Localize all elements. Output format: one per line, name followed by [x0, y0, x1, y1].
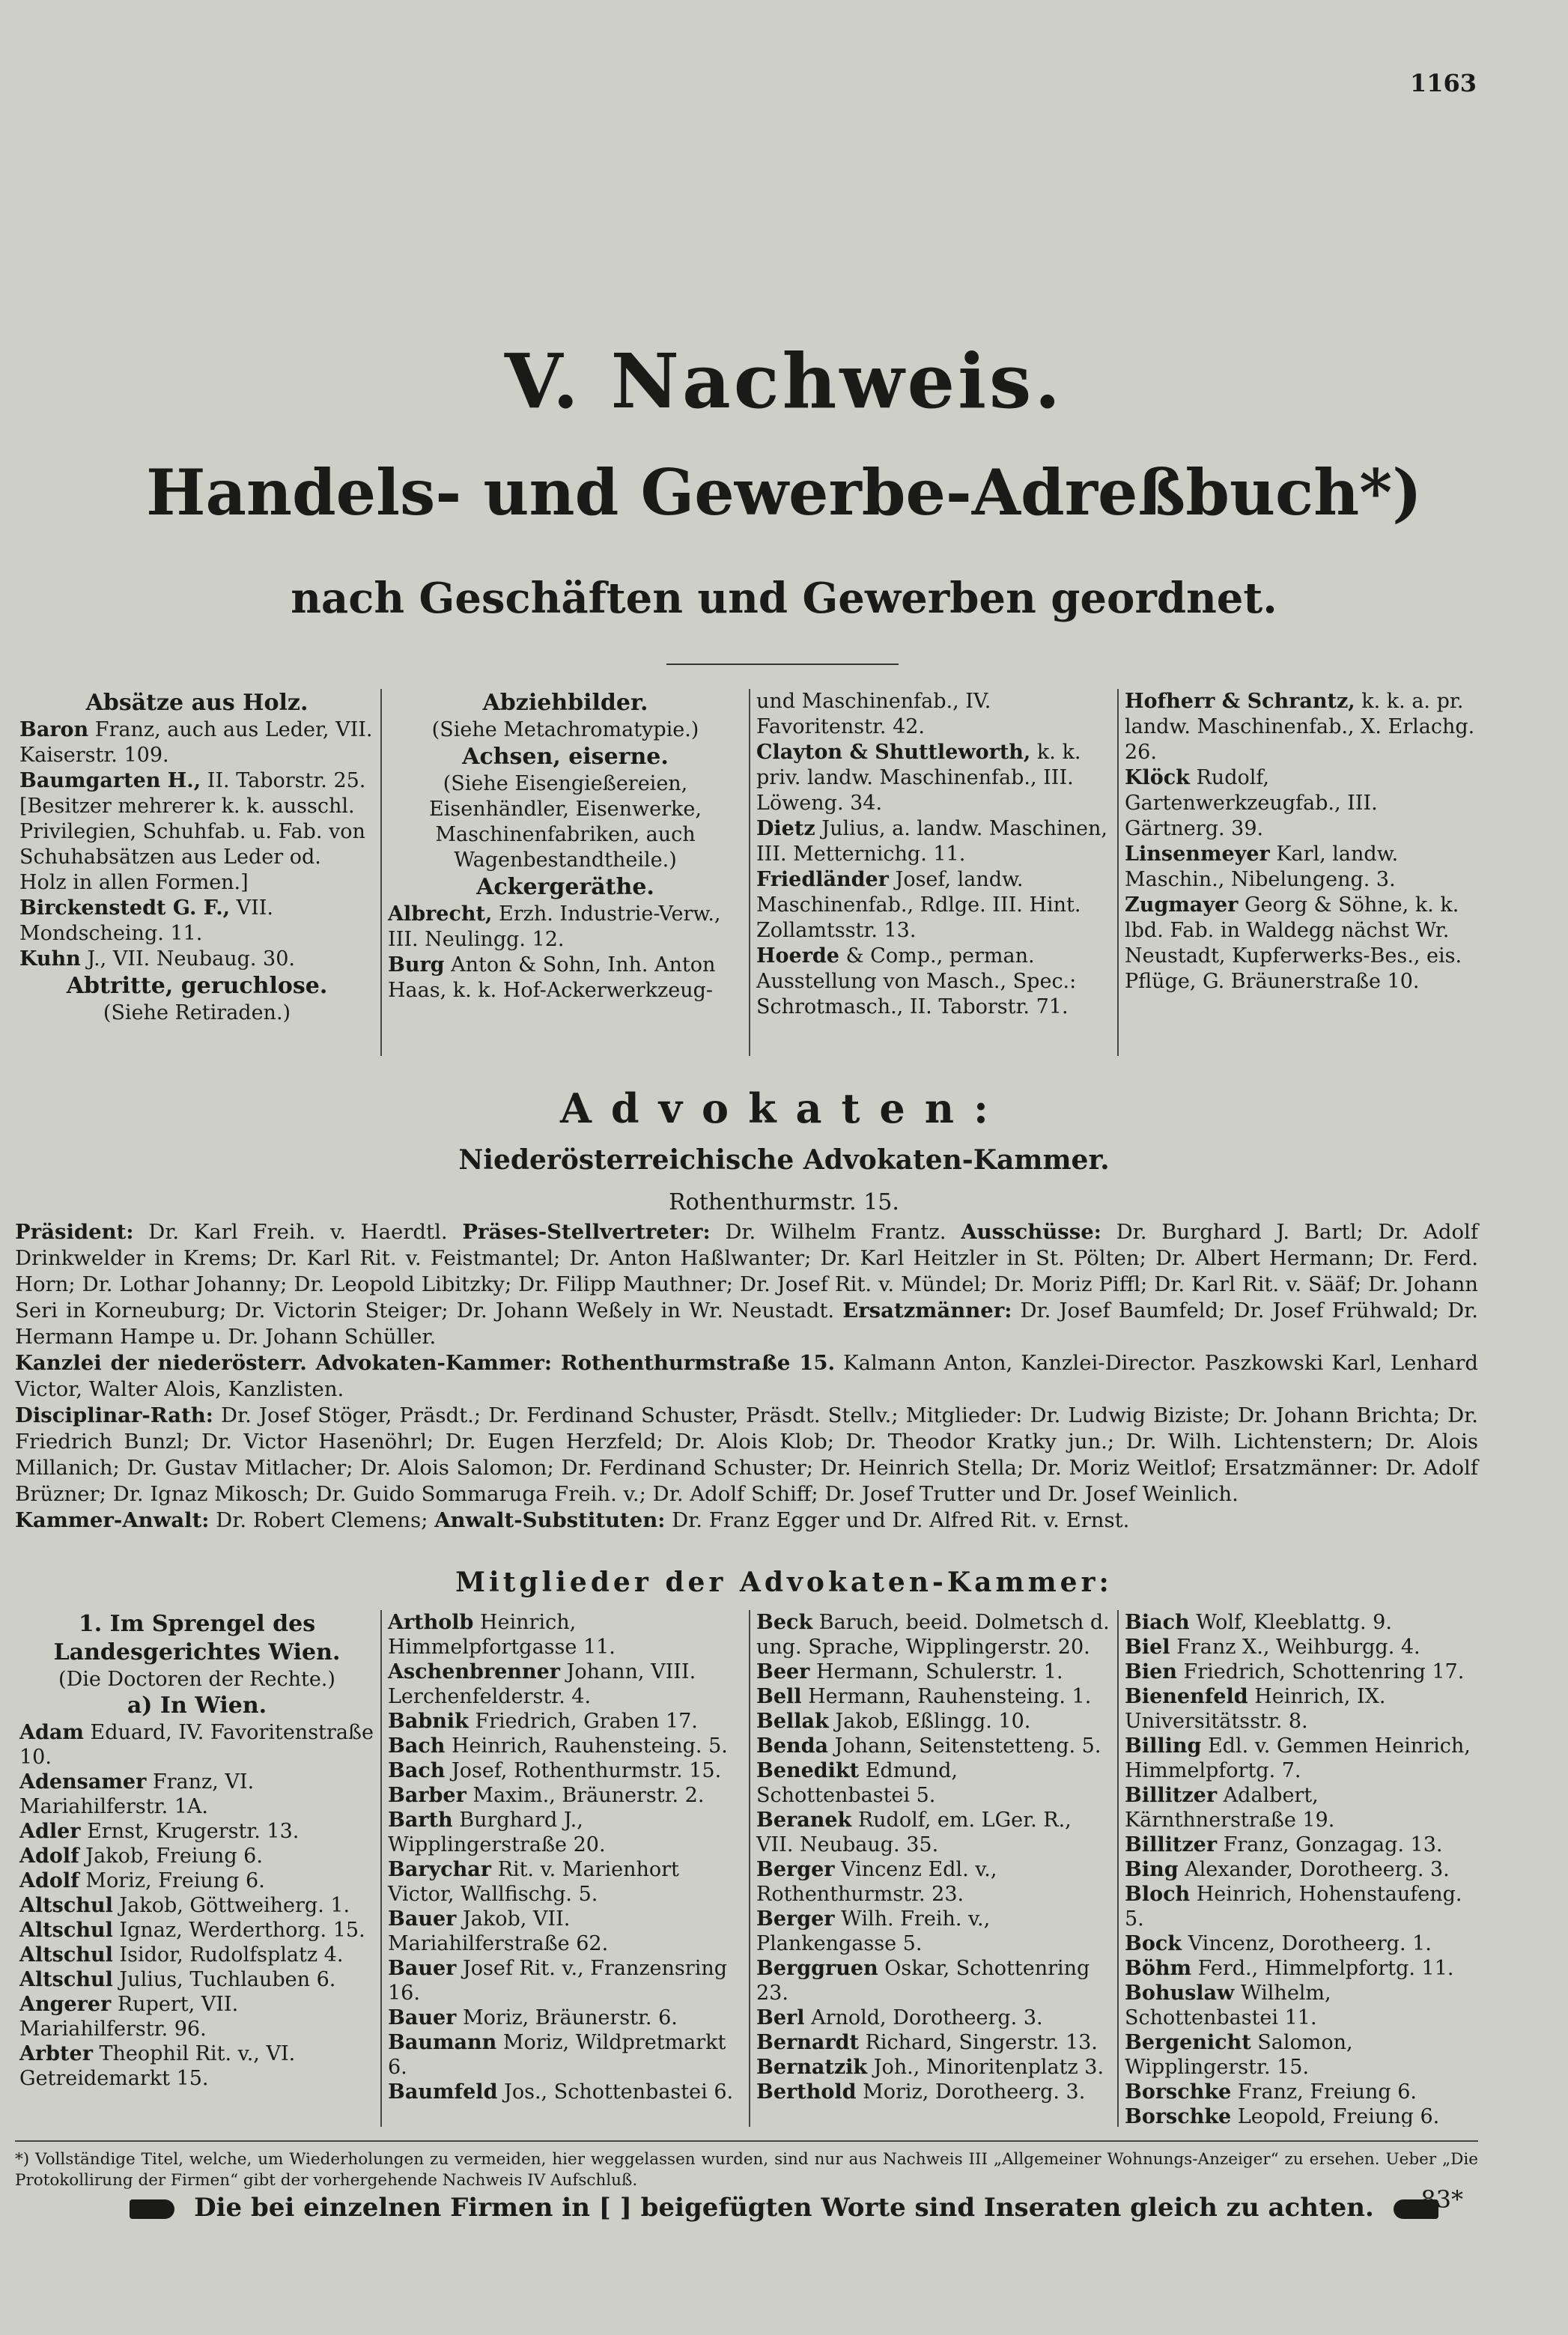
entry-name: Borschke [1125, 2105, 1232, 2127]
category-heading: a) In Wien. [127, 1692, 267, 1719]
directory-entry [1125, 1783, 1480, 1833]
category-heading: Absätze aus Holz. [85, 690, 309, 716]
kammer-paragraph [15, 1350, 1478, 1403]
entry-details: Heinrich, Rauhensteing. 5. [445, 1734, 728, 1758]
entry-details: Hermann, Schulerstr. 1. [809, 1660, 1063, 1683]
category-heading: 1. Im Sprengel des Landesgerichtes Wien. [53, 1611, 341, 1666]
entry-details: Karl, landw. Maschin., Nibelungeng. 3. [1125, 842, 1399, 891]
role-names: Dr. Karl Freih. v. Haerdtl. [133, 1220, 463, 1244]
footnote: *) Vollständige Titel, welche, um Wiederholungen zu vermeiden, hier weggelassen wurden, sind nur aus Nachweis III „Allgemeiner Wohnungs-Anzeiger“ zu ersehen. Ueber „Die Protokollirung der Firmen“ gibt der vorhergehende Nachweis IV Aufschluß. [15, 2140, 1478, 2191]
entry-details: Moriz, Freiung 6. [79, 1869, 265, 1892]
entry-name: Bach [388, 1759, 446, 1782]
entry-details: Jakob, Göttweiherg. 1. [112, 1894, 350, 1917]
directory-entry [388, 1734, 743, 1758]
category-heading: Achsen, eiserne. [462, 744, 669, 770]
entry-details: Rudolf, Gartenwerkzeugfab., III. Gärtnerg. 39. [1125, 766, 1378, 840]
directory-entry [1125, 1660, 1480, 1684]
directory-entry [388, 1610, 743, 1660]
directory-entry [19, 1819, 374, 1844]
directory-entry [19, 1868, 374, 1893]
directory-entry [1125, 842, 1480, 893]
entry-details: Vincenz Edl. v., Rothenthurmstr. 23. [756, 1858, 997, 1906]
entry-name: Altschul [19, 1968, 113, 1991]
directory-entry [756, 1709, 1111, 1734]
directory-entry [19, 1992, 374, 2041]
entry-name: Bauer [388, 1907, 457, 1931]
entry-name: Adolf [19, 1844, 79, 1868]
directory-entry [388, 2080, 743, 2104]
entry-name: Bernatzik [756, 2056, 868, 2079]
category-heading: Abtritte, geruchlose. [66, 973, 328, 999]
entry-name: Adam [19, 1721, 84, 1744]
entry-name: Kuhn [19, 947, 81, 971]
directory-entry [1125, 1857, 1480, 1882]
page-number: 1163 [1409, 69, 1477, 97]
role-names: Kalmann Anton, Kanzlei-Director. Paszkowski Karl, Lenhard Victor, Walter Alois, Kanzlisten. [15, 1351, 1478, 1401]
directory-entry [19, 1893, 374, 1918]
entry-details: Julius, a. landw. Maschinen, III. Metternichg. 11. [756, 817, 1107, 866]
entry-details: Johann, Seitenstetteng. 5. [828, 1734, 1101, 1758]
entry-name: Bock [1125, 1932, 1182, 1955]
directory-entry [388, 1660, 743, 1709]
entry-name: Böhm [1125, 1957, 1192, 1980]
role-label: Disciplinar-Rath: [15, 1403, 213, 1427]
role-label: Präses-Stellvertreter: [462, 1220, 711, 1244]
entry-details: Friedrich, Schottenring 17. [1176, 1660, 1465, 1683]
entry-name: Berggruen [756, 1957, 878, 1980]
directory-entry [1125, 1684, 1480, 1734]
directory-entry [1125, 2080, 1480, 2104]
member-column [380, 1610, 749, 2127]
directory-entry [388, 1956, 743, 2005]
entry-name: Baron [19, 718, 89, 741]
top-column [1117, 689, 1486, 1056]
directory-entry [388, 902, 743, 953]
directory-entry [756, 944, 1111, 1020]
entry-details: Jakob, Freiung 6. [79, 1844, 263, 1868]
entry-name: Biach [1125, 1611, 1190, 1634]
role-names: Dr. Franz Egger und Dr. Alfred Rit. v. Ernst. [665, 1508, 1130, 1532]
directory-entry [19, 2041, 374, 2091]
entry-name: Zugmayer [1125, 893, 1239, 917]
entry-name: Barber [388, 1784, 467, 1807]
hint-text: Die bei einzelnen Firmen in [ ] beigefügten Worte sind Inseraten gleich zu achten. [194, 2193, 1374, 2223]
entry-details: Ernst, Krugerstr. 13. [80, 1820, 300, 1843]
entry-name: Hoerde [756, 944, 839, 968]
directory-entry [1125, 1833, 1480, 1857]
inserate-hint [0, 2193, 1568, 2223]
entry-details: Rit. v. Marienhort Victor, Wallfischg. 5. [388, 1858, 679, 1906]
directory-entry [19, 768, 374, 896]
entry-details: Georg & Söhne, k. k. lbd. Fab. in Waldegg nächst Wr. Neustadt, Kupferwerks-Bes., eis. Pflüge, G. Bräunerstraße 10. [1125, 893, 1462, 993]
entry-details: Adalbert, Kärnthnerstraße 19. [1125, 1784, 1335, 1832]
directory-entry [19, 947, 374, 972]
entry-name: Barth [388, 1809, 453, 1832]
entry-name: Linsenmeyer [1125, 842, 1270, 866]
entry-name: Angerer [19, 1993, 112, 2016]
directory-entry [756, 2080, 1111, 2104]
entry-details: Vincenz, Dorotheerg. 1. [1181, 1932, 1432, 1955]
directory-entry [1125, 1981, 1480, 2030]
directory-entry [756, 1857, 1111, 1907]
directory-entry [1125, 1956, 1480, 1981]
directory-entry [1125, 765, 1480, 842]
directory-entry [756, 1684, 1111, 1709]
member-column [1117, 1610, 1486, 2127]
entry-details: Arnold, Dorotheerg. 3. [804, 2006, 1043, 2029]
entry-details: Franz, auch aus Leder, VII. Kaiserstr. 109. [19, 718, 373, 767]
entry-name: Adler [19, 1820, 81, 1843]
entry-details: Josef Rit. v., Franzensring 16. [388, 1957, 727, 2005]
member-columns [13, 1610, 1486, 2127]
entry-name: Bach [388, 1734, 446, 1758]
entry-details: Josef, Rothenthurmstr. 15. [445, 1759, 722, 1782]
entry-details: Richard, Singerstr. 13. [858, 2031, 1098, 2054]
member-column [13, 1610, 380, 2127]
signature-mark: 83* [1420, 2185, 1463, 2214]
entry-details: Edmund, Schottenbastei 5. [756, 1759, 958, 1807]
entry-name: Beck [756, 1611, 813, 1634]
entry-name: Biel [1125, 1636, 1170, 1659]
directory-entry [388, 2030, 743, 2080]
directory-entry [1125, 893, 1480, 995]
entry-details: Rupert, VII. Mariahilferstr. 96. [19, 1993, 239, 2041]
entry-details: VII. Mondscheing. 11. [19, 896, 274, 945]
entry-details: und Maschinenfab., IV. Favoritenstr. 42. [756, 690, 991, 738]
top-column [13, 689, 380, 1056]
directory-entry [19, 1967, 374, 1992]
directory-entry [756, 867, 1111, 944]
cross-reference-note: (Die Doctoren der Rechte.) [58, 1668, 335, 1691]
kammer-paragraph [15, 1219, 1478, 1350]
entry-details: Theophil Rit. v., VI. Getreidemarkt 15. [19, 2042, 296, 2090]
entry-details: Franz, VI. Mariahilferstr. 1A. [19, 1770, 255, 1818]
entry-name: Altschul [19, 1943, 113, 1967]
entry-details: Jos., Schottenbastei 6. [497, 2080, 734, 2104]
role-names: Dr. Josef Stöger, Präsdt.; Dr. Ferdinand Schuster, Präsdt. Stellv.; Mitglieder: Dr. Ludwig Biziste; Dr. Johann Brichta; Dr. Friedrich Bunzl; Dr. Victor Hasenöhrl; Dr. Eugen Herzfeld; Dr. Alois Klob; Dr. Theodor Kratky jun.; Dr. Wilh. Lichtenstern; Dr. Alois Millanich; Dr. Gustav Mitlacher; Dr. Alois Salomon; Dr. Ferdinand Schuster; Dr. Heinrich Stella; Dr. Moriz Weitlof; Ersatzmänner: Dr. Adolf Brüzner; Dr. Ignaz Mikosch; Dr. Guido Sommaruga Freih. v.; Dr. Adolf Schiff; Dr. Josef Trutter und Dr. Josef Weinlich. [15, 1403, 1478, 1506]
entry-name: Klöck [1125, 766, 1190, 789]
directory-entry [756, 1956, 1111, 2005]
entry-details: Julius, Tuchlauben 6. [112, 1968, 336, 1991]
entry-name: Clayton & Shuttleworth, [756, 741, 1031, 764]
role-names: Dr. Josef Baumfeld; Dr. Josef Frühwald; Dr. Hermann Hampe u. Dr. Johann Schüller. [15, 1299, 1478, 1349]
advokaten-heading: Advokaten: [560, 1084, 1008, 1132]
entry-name: Barychar [388, 1858, 492, 1881]
entry-details: Moriz, Dorotheerg. 3. [856, 2080, 1086, 2104]
entry-details: k. k. a. pr. landw. Maschinenfab., X. Erlachg. 26. [1125, 690, 1475, 764]
role-label: Präsident: [15, 1220, 134, 1244]
cross-reference-note: (Siehe Eisengießereien, Eisenhändler, Eisenwerke, Maschinenfabriken, auch Wagenbestandtheile.) [429, 772, 702, 872]
entry-name: Adolf [19, 1869, 79, 1892]
entry-details: Wilhelm, Schottenbastei 11. [1125, 1982, 1331, 2029]
entry-details: Moriz, Wildpretmarkt 6. [388, 2031, 726, 2079]
kammer-heading: Niederösterreichische Advokaten-Kammer. [458, 1144, 1110, 1176]
entry-details: Oskar, Schottenring 23. [756, 1957, 1090, 2005]
directory-entry [388, 1783, 743, 1808]
directory-entry [1125, 1734, 1480, 1783]
cross-reference-note: (Siehe Retiraden.) [103, 1001, 291, 1024]
directory-entry [19, 1943, 374, 1967]
directory-entry [1125, 1882, 1480, 1931]
entry-details: Johann, VIII. Lerchenfelderstr. 4. [388, 1660, 696, 1708]
directory-entry [388, 1808, 743, 1857]
entry-name: Bernardt [756, 2031, 859, 2054]
entry-name: Bohuslaw [1125, 1982, 1235, 2005]
entry-name: Aschenbrenner [388, 1660, 560, 1683]
entry-details: Hermann, Rauhensteing. 1. [801, 1685, 1092, 1708]
top-column [380, 689, 749, 1056]
entry-name: Baumgarten H., [19, 769, 201, 792]
entry-name: Bauer [388, 2006, 457, 2029]
top-column [749, 689, 1117, 1056]
book-title: Handels- und Gewerbe-Adreßbuch*) [146, 455, 1422, 529]
entry-details: Joh., Minoritenplatz 3. [867, 2056, 1104, 2079]
entry-details: Heinrich, Hohenstaufeng. 5. [1125, 1883, 1462, 1931]
directory-entry [388, 1709, 743, 1734]
entry-details: Rudolf, em. LGer. R., VII. Neubaug. 35. [756, 1809, 1072, 1856]
entry-details: Heinrich, IX. Universitätsstr. 8. [1125, 1685, 1386, 1733]
entry-details: II. Taborstr. 25. [Besitzer mehrerer k. k. ausschl. Privilegien, Schuhfab. u. Fab. von Schuhabsätzen aus Leder od. Holz in allen Formen.] [19, 769, 366, 894]
entry-name: Bellak [756, 1710, 829, 1733]
entry-details: Maxim., Bräunerstr. 2. [466, 1784, 705, 1807]
entry-details: Erzh. Industrie-Verw., III. Neulingg. 12. [388, 902, 721, 951]
directory-entry [756, 2055, 1111, 2080]
entry-name: Altschul [19, 1894, 113, 1917]
entry-details: J., VII. Neubaug. 30. [80, 947, 295, 971]
kammer-paragraph [15, 1507, 1478, 1534]
directory-entry [756, 740, 1111, 816]
entry-details: Friedrich, Graben 17. [468, 1710, 698, 1733]
directory-entry [756, 1907, 1111, 1956]
directory-entry [19, 1770, 374, 1819]
directory-entry [756, 2005, 1111, 2030]
entry-details: Moriz, Bräunerstr. 6. [456, 2006, 678, 2029]
category-heading: Ackergeräthe. [476, 874, 654, 900]
entry-details: Burghard J., Wipplingerstraße 20. [388, 1809, 606, 1856]
directory-entry [388, 1758, 743, 1783]
role-label: Ausschüsse: [961, 1220, 1101, 1244]
directory-entry [388, 1857, 743, 1907]
entry-name: Burg [388, 953, 445, 977]
entry-name: Albrecht, [388, 902, 493, 926]
book-subtitle: nach Geschäften und Gewerben geordnet. [291, 574, 1277, 623]
kammer-paragraph [15, 1403, 1478, 1507]
entry-name: Bauer [388, 1957, 457, 1980]
entry-name: Bing [1125, 1858, 1179, 1881]
directory-entry [1125, 1931, 1480, 1956]
role-label: Anwalt-Substituten: [434, 1508, 666, 1532]
directory-entry [388, 1907, 743, 1956]
entry-name: Beranek [756, 1809, 852, 1832]
entry-name: Billitzer [1125, 1833, 1218, 1856]
entry-details: Franz X., Weihburgg. 4. [1170, 1636, 1420, 1659]
entry-name: Hofherr & Schrantz, [1125, 690, 1355, 713]
entry-name: Borschke [1125, 2080, 1232, 2104]
directory-entry [1125, 2104, 1480, 2127]
cross-reference-note: (Siehe Metachromatypie.) [431, 718, 699, 741]
directory-entry [756, 689, 1111, 740]
directory-entry [1125, 1610, 1480, 1635]
directory-entry [756, 1660, 1111, 1684]
role-label: Kammer-Anwalt: [15, 1508, 210, 1532]
top-columns [13, 689, 1486, 1056]
directory-entry [19, 896, 374, 947]
entry-name: Artholb [388, 1611, 474, 1634]
entry-name: Baumann [388, 2031, 497, 2054]
member-column [749, 1610, 1117, 2127]
entry-name: Dietz [756, 817, 815, 840]
kammer-members-text [15, 1219, 1478, 1534]
entry-name: Altschul [19, 1919, 113, 1942]
role-names: Dr. Burghard J. Bartl; Dr. Adolf Drinkwelder in Krems; Dr. Karl Rit. v. Feistmantel; Dr. Anton Haßlwanter; Dr. Karl Heitzler in St. Pölten; Dr. Albert Hermann; Dr. Ferd. Horn; Dr. Lothar Johanny; Dr. Leopold Libitzky; Dr. Filipp Mauthner; Dr. Josef Rit. v. Mündel; Dr. Moriz Piffl; Dr. Karl Rit. v. Sääf; Dr. Johann Seri in Korneuburg; Dr. Victorin Steiger; Dr. Johann Weßely in Wr. Neustadt. [15, 1220, 1478, 1323]
entry-name: Bergenicht [1125, 2031, 1251, 2054]
role-names: Dr. Wilhelm Frantz. [710, 1220, 961, 1244]
entry-details: Salomon, Wipplingerstr. 15. [1125, 2031, 1353, 2079]
directory-entry [1125, 2030, 1480, 2080]
entry-details: Heinrich, Himmelpfortgasse 11. [388, 1611, 616, 1659]
entry-details: Isidor, Rudolfsplatz 4. [112, 1943, 344, 1967]
directory-entry [1125, 1635, 1480, 1660]
directory-entry [1125, 689, 1480, 765]
directory-entry [756, 1758, 1111, 1808]
entry-details: Eduard, IV. Favoritenstraße 10. [19, 1721, 374, 1769]
entry-details: Leopold, Freiung 6. [1231, 2105, 1440, 2127]
entry-details: Edl. v. Gemmen Heinrich, Himmelpfortg. 7. [1125, 1734, 1471, 1782]
entry-name: Adensamer [19, 1770, 147, 1794]
directory-entry [756, 1610, 1111, 1660]
entry-name: Berthold [756, 2080, 857, 2104]
entry-details: Ferd., Himmelpfortg. 11. [1191, 1957, 1454, 1980]
entry-name: Arbter [19, 2042, 93, 2065]
entry-details: & Comp., perman. Ausstellung von Masch., Spec.: Schrotmasch., II. Taborstr. 71. [756, 944, 1077, 1018]
entry-name: Birckenstedt G. F., [19, 896, 231, 920]
directory-entry [756, 1734, 1111, 1758]
entry-details: Baruch, beeid. Dolmetsch d. ung. Sprache, Wipplingerstr. 20. [756, 1611, 1110, 1659]
entry-name: Billing [1125, 1734, 1202, 1758]
entry-name: Berger [756, 1858, 835, 1881]
entry-name: Berger [756, 1907, 835, 1931]
role-names: Dr. Robert Clemens; [209, 1508, 435, 1532]
directory-entry [756, 816, 1111, 867]
pointing-hand-left-icon [130, 2199, 174, 2219]
entry-details: Franz, Freiung 6. [1231, 2080, 1417, 2104]
entry-name: Beer [756, 1660, 810, 1683]
directory-entry [756, 2030, 1111, 2055]
entry-details: Jakob, Eßlingg. 10. [828, 1710, 1031, 1733]
entry-name: Billitzer [1125, 1784, 1218, 1807]
entry-details: Ignaz, Werderthorg. 15. [112, 1919, 365, 1942]
entry-name: Bien [1125, 1660, 1177, 1683]
entry-name: Berl [756, 2006, 805, 2029]
entry-details: Wilh. Freih. v., Plankengasse 5. [756, 1907, 991, 1955]
entry-details: Anton & Sohn, Inh. Anton Haas, k. k. Hof-Ackerwerkzeug- [388, 953, 716, 1002]
directory-entry [19, 1918, 374, 1943]
entry-details: Josef, landw. Maschinenfab., Rdlge. III. Hint. Zollamtsstr. 13. [756, 868, 1081, 942]
entry-name: Bloch [1125, 1883, 1191, 1906]
entry-name: Friedländer [756, 868, 889, 891]
category-heading: Abziehbilder. [482, 690, 648, 716]
entry-details: Alexander, Dorotheerg. 3. [1178, 1858, 1450, 1881]
role-label: Kanzlei der niederösterr. Advokaten-Kammer: Rothenthurmstraße 15. [15, 1351, 836, 1375]
directory-entry [756, 1808, 1111, 1857]
directory-entry [19, 717, 374, 768]
directory-entry [19, 1844, 374, 1868]
entry-name: Bell [756, 1685, 802, 1708]
section-title: V. Nachweis. [504, 337, 1064, 425]
entry-name: Benedikt [756, 1759, 860, 1782]
entry-details: Wolf, Kleeblattg. 9. [1189, 1611, 1392, 1634]
title-divider [666, 664, 899, 665]
directory-entry [388, 953, 743, 1003]
directory-entry [19, 1720, 374, 1770]
entry-details: Franz, Gonzagag. 13. [1217, 1833, 1443, 1856]
entry-name: Baumfeld [388, 2080, 498, 2104]
mitglieder-heading: Mitglieder der Advokaten-Kammer: [455, 1567, 1113, 1598]
role-label: Ersatzmänner: [842, 1299, 1012, 1323]
entry-details: Jakob, VII. Mariahilferstraße 62. [388, 1907, 609, 1955]
entry-name: Bienenfeld [1125, 1685, 1248, 1708]
directory-entry [388, 2005, 743, 2030]
entry-details: k. k. priv. landw. Maschinenfab., III. Löweng. 34. [756, 741, 1081, 815]
kammer-address: Rothenthurmstr. 15. [669, 1189, 899, 1215]
entry-name: Benda [756, 1734, 829, 1758]
entry-name: Babnik [388, 1710, 469, 1733]
